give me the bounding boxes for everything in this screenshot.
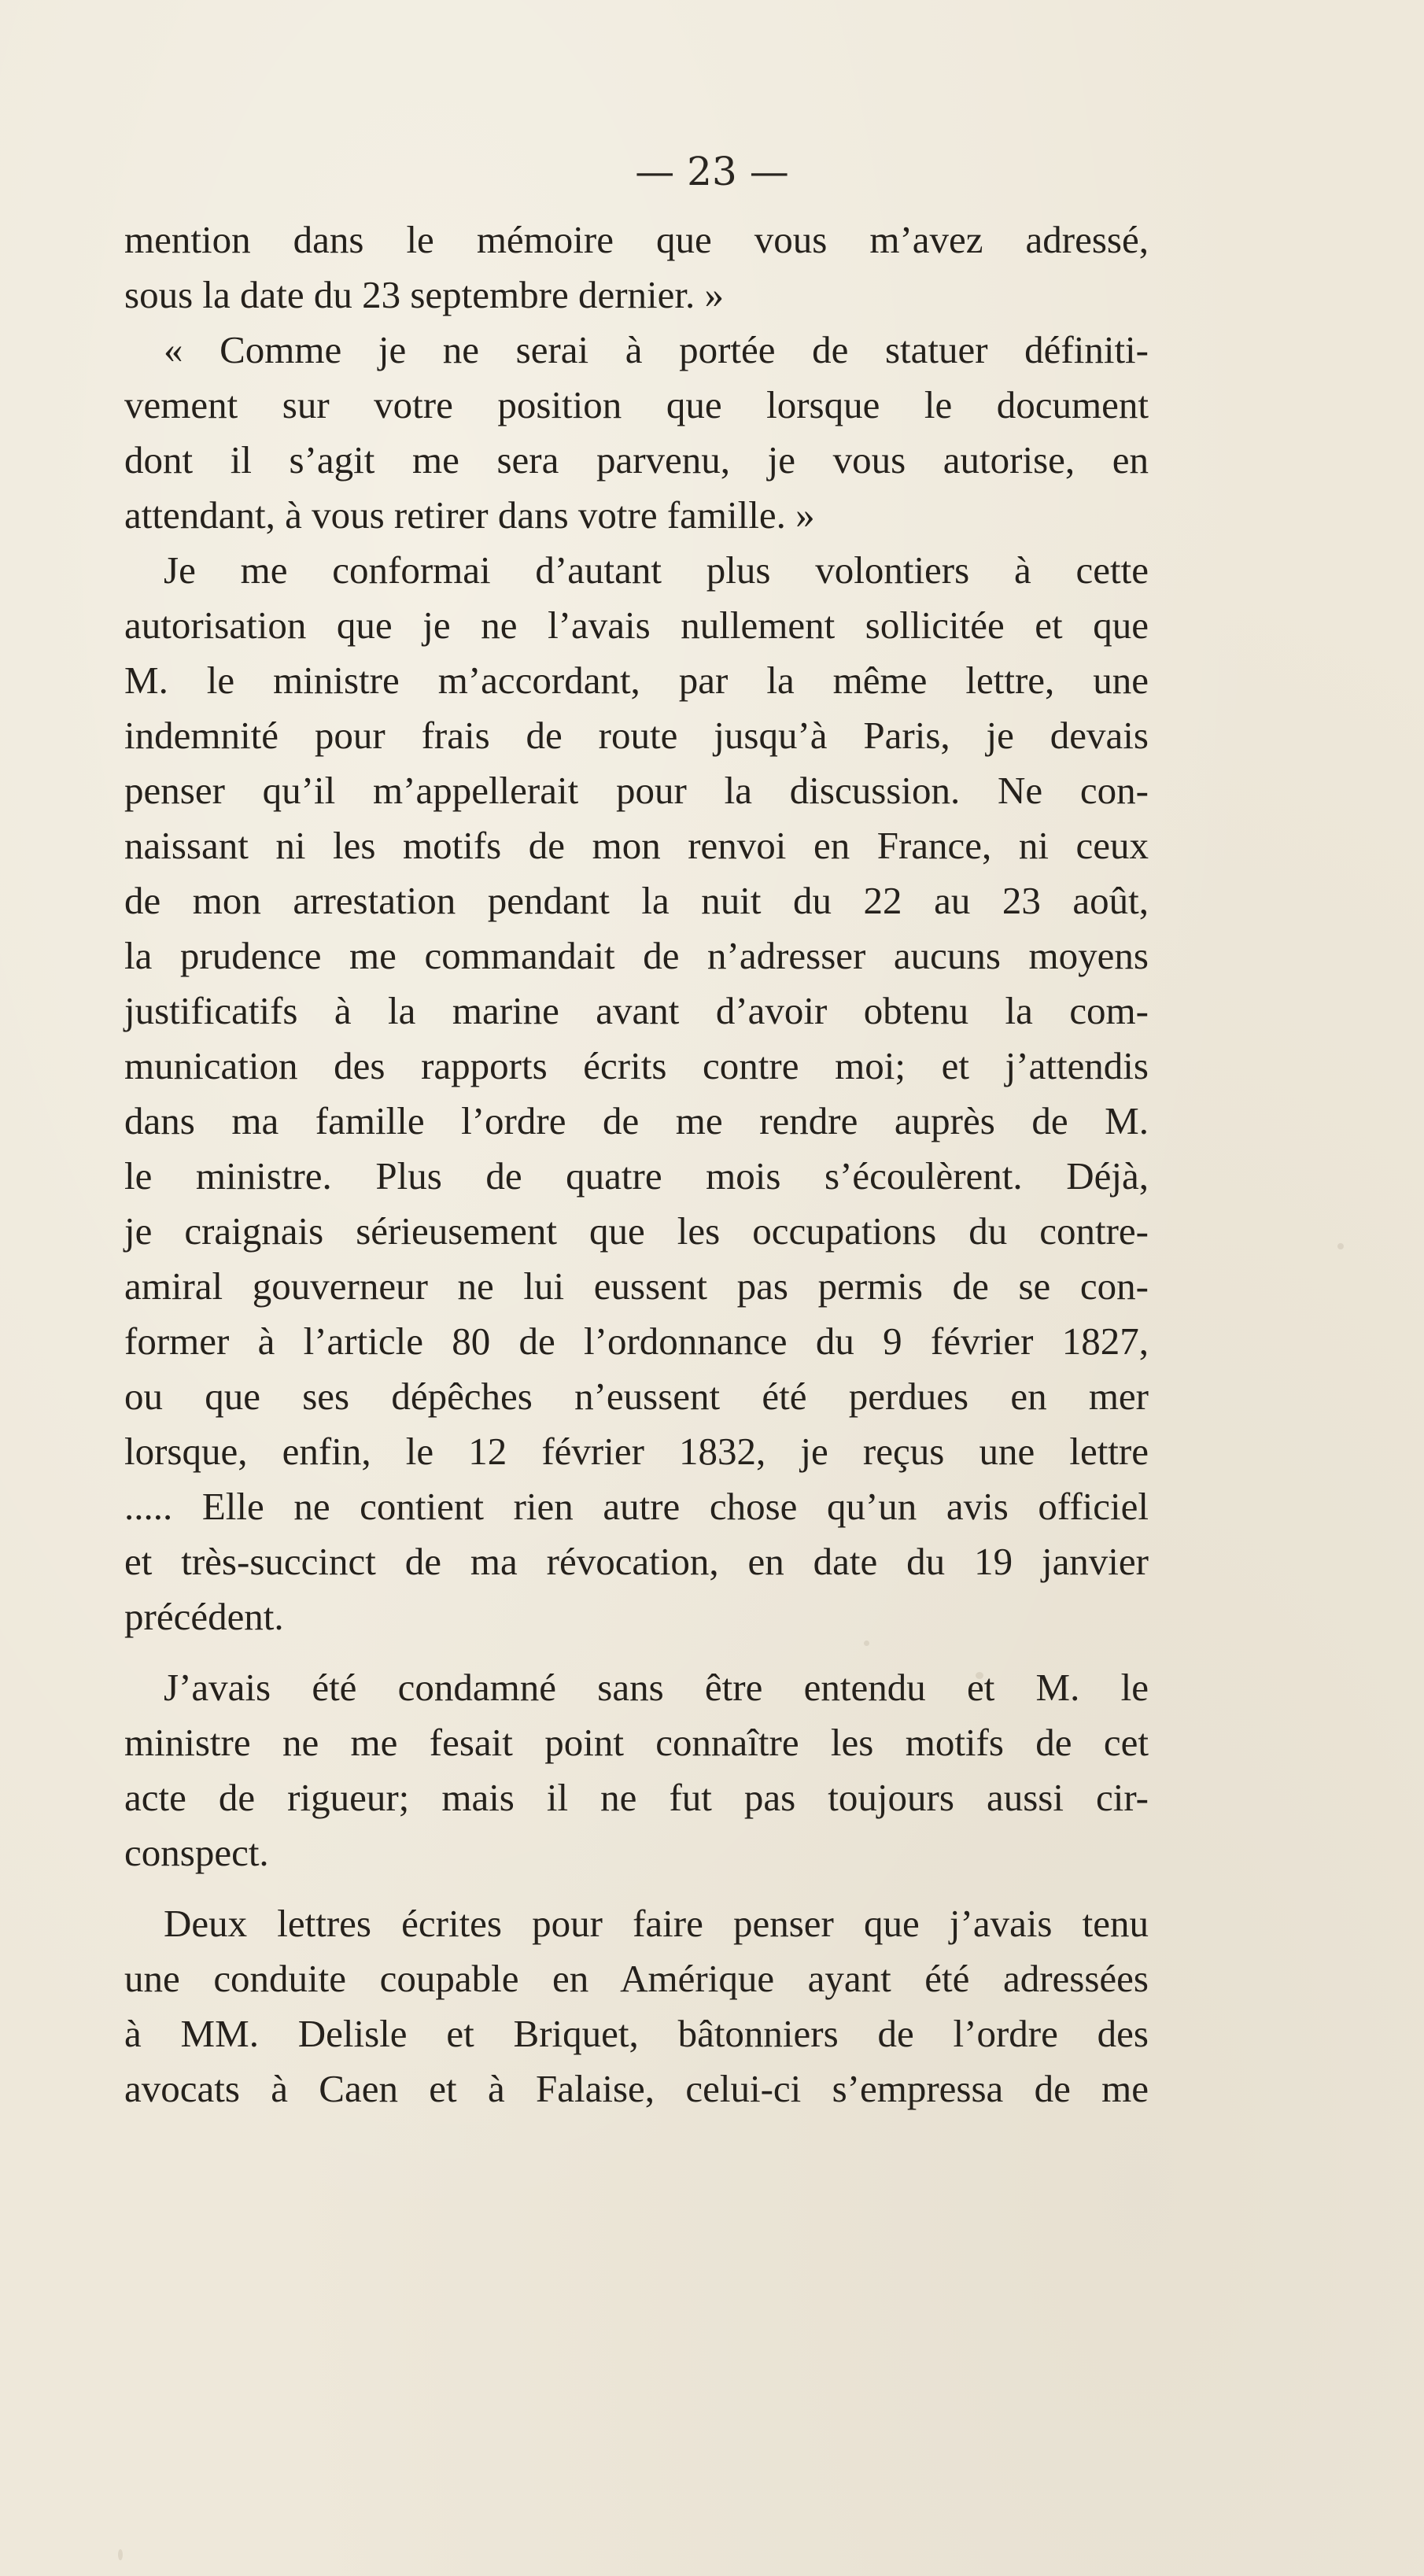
text-line: penser qu’il m’appellerait pour la discussion. Ne con-	[124, 769, 1149, 812]
text-line: attendant, à vous retirer dans votre famille. »	[124, 493, 815, 537]
paper-foxing-spot	[118, 2549, 123, 2560]
text-line: munication des rapports écrits contre moi; et j’attendis	[124, 1044, 1149, 1087]
page-number: — 23 —	[635, 149, 789, 194]
text-line: de mon arrestation pendant la nuit du 22 au 23 août,	[124, 879, 1149, 922]
text-line: mention dans le mémoire que vous m’avez adressé,	[124, 218, 1149, 261]
text-line: indemnité pour frais de route jusqu’à Paris, je devais	[124, 714, 1149, 757]
text-line: lorsque, enfin, le 12 février 1832, je reçus une lettre	[124, 1430, 1149, 1473]
text-line: le ministre. Plus de quatre mois s’écoulèrent. Déjà,	[124, 1154, 1149, 1198]
text-line: je craignais sérieusement que les occupations du contre-	[124, 1209, 1149, 1253]
text-line: J’avais été condamné sans être entendu et M. le	[164, 1666, 1149, 1709]
text-line: une conduite coupable en Amérique ayant été adressées	[124, 1957, 1149, 2000]
body-text	[124, 212, 1149, 2117]
text-line: « Comme je ne serai à portée de statuer définiti-	[164, 328, 1149, 371]
text-line: dont il s’agit me sera parvenu, je vous autorise, en	[124, 438, 1149, 482]
text-line: ou que ses dépêches n’eussent été perdues en mer	[124, 1375, 1149, 1418]
text-line: M. le ministre m’accordant, par la même lettre, une	[124, 659, 1149, 702]
text-line: naissant ni les motifs de mon renvoi en France, ni ceux	[124, 824, 1149, 867]
text-line: autorisation que je ne l’avais nullement sollicitée et que	[124, 603, 1149, 647]
text-line: vement sur votre position que lorsque le document	[124, 383, 1149, 426]
paragraph-gap	[124, 1880, 1149, 1896]
text-line: conspect.	[124, 1831, 269, 1874]
text-line: précédent.	[124, 1595, 284, 1638]
text-line: ministre ne me fesait point connaître les motifs de cet	[124, 1721, 1149, 1764]
text-line: Deux lettres écrites pour faire penser que j’avais tenu	[164, 1902, 1149, 1945]
paragraph-gap	[124, 1644, 1149, 1660]
text-line: à MM. Delisle et Briquet, bâtonniers de l’ordre des	[124, 2012, 1149, 2055]
text-line: justificatifs à la marine avant d’avoir obtenu la com-	[124, 989, 1149, 1032]
text-line: former à l’article 80 de l’ordonnance du 9 février 1827,	[124, 1319, 1149, 1363]
text-line: acte de rigueur; mais il ne fut pas toujours aussi cir-	[124, 1776, 1149, 1819]
text-line: amiral gouverneur ne lui eussent pas permis de se con-	[124, 1264, 1149, 1308]
text-line: et très-succinct de ma révocation, en date du 19 janvier	[124, 1540, 1149, 1583]
text-line: Je me conformai d’autant plus volontiers à cette	[164, 548, 1149, 592]
text-line: dans ma famille l’ordre de me rendre auprès de M.	[124, 1099, 1149, 1142]
text-line: ..... Elle ne contient rien autre chose qu’un avis officiel	[124, 1485, 1149, 1528]
text-line: sous la date du 23 septembre dernier. »	[124, 273, 725, 316]
text-line: la prudence me commandait de n’adresser aucuns moyens	[124, 934, 1149, 977]
paper-foxing-spot	[1337, 1243, 1344, 1249]
text-line: avocats à Caen et à Falaise, celui-ci s’empressa de me	[124, 2067, 1149, 2110]
